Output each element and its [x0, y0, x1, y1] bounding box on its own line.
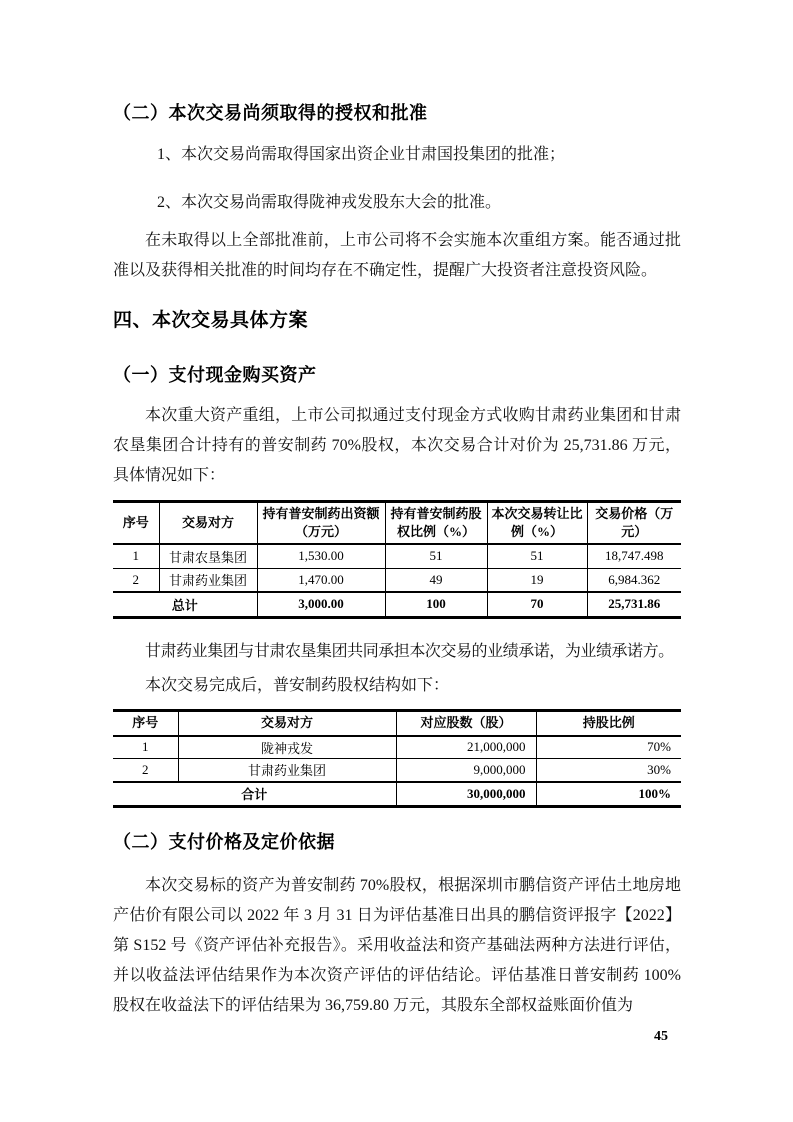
- table-header-row: [113, 711, 681, 736]
- list-item-approval-2: 2、本次交易尚需取得陇神戎发股东大会的批准。: [157, 194, 502, 211]
- table-row: [113, 736, 681, 759]
- paragraph-equity-structure-intro: 本次交易完成后，普安制药股权结构如下：: [145, 677, 450, 694]
- table-cell: 1,470.00: [257, 568, 385, 592]
- paragraph-performance-promise: 甘肃药业集团与甘肃农垦集团共同承担本次交易的业绩承诺，为业绩承诺方。: [145, 643, 674, 660]
- table-cell: 19: [487, 568, 587, 592]
- table-cell: 25,731.86: [608, 596, 661, 612]
- table-header-cell: 交易对方: [178, 711, 396, 736]
- list-item-approval-1: 1、本次交易尚需取得国家出资企业甘肃国投集团的批准；: [157, 146, 566, 163]
- equity-table-wrapper: [113, 709, 681, 808]
- table-row: [113, 568, 681, 592]
- heading-authorization: （二）本次交易尚须取得的授权和批准: [113, 103, 428, 123]
- table-cell: 18,747.498: [605, 548, 664, 564]
- table-header-cell: 交易价格（万元）: [595, 506, 674, 539]
- table-cell: 1: [113, 544, 159, 568]
- table-header-cell: 持股比例: [582, 715, 635, 731]
- table-cell: 9,000,000: [396, 759, 536, 782]
- table-cell: 100%: [638, 785, 671, 801]
- table-total-label: 合计: [113, 782, 396, 807]
- purchase-price-table: [113, 500, 681, 619]
- table-cell: 3,000.00: [257, 592, 385, 617]
- equity-structure-table: [113, 709, 681, 808]
- table-cell: 30,000,000: [396, 782, 536, 807]
- table-header-cell: 持有普安制药出资额（万元）: [257, 502, 385, 545]
- paragraph-pricing-basis: 本次交易标的资产为普安制药 70%股权，根据深圳市鹏信资产评估土地房地产估价有限公司以 2022 年 3 月 31 日为评估基准日出具的鹏信资评报字【2022】第 S152 号《资产评估补充报告》。采用收益法和资产基础法两种方法进行评估，并以收益法评估结果作为本次资产评估的评估结论。评估基准日普安制药 100%股权在收益法下的评估结果为 36,759.80 万元，其股东全部权益账面价值为: [113, 877, 681, 1014]
- table-cell: 甘肃药业集团: [159, 568, 257, 592]
- table-total-row: [113, 782, 681, 807]
- table-cell: 1,530.00: [257, 544, 385, 568]
- table-total-row: [113, 592, 681, 617]
- table-header-row: [113, 502, 681, 545]
- heading-transaction-plan: 四、本次交易具体方案: [113, 310, 309, 331]
- table-cell: 51: [487, 544, 587, 568]
- table-cell: 51: [385, 544, 487, 568]
- table-cell: 21,000,000: [396, 736, 536, 759]
- table-header-cell: 序号: [113, 502, 159, 545]
- table-cell: 2: [113, 759, 178, 782]
- table-cell: 49: [385, 568, 487, 592]
- table-cell: 甘肃农垦集团: [159, 544, 257, 568]
- table-total-label: 总计: [113, 592, 257, 617]
- heading-pricing-basis: （二）支付价格及定价依据: [113, 832, 335, 852]
- table-header-cell: 对应股数（股）: [396, 711, 536, 736]
- purchase-table-wrapper: [113, 500, 681, 619]
- table-row: [113, 544, 681, 568]
- table-row: [113, 759, 681, 782]
- table-cell: 70%: [647, 739, 671, 755]
- table-cell: 6,984.362: [608, 571, 661, 587]
- paragraph-risk-warning: 在未取得以上全部批准前，上市公司将不会实施本次重组方案。能否通过批准以及获得相关批准的时间均存在不确定性，提醒广大投资者注意投资风险。: [113, 232, 681, 279]
- table-cell: 30%: [647, 761, 671, 777]
- table-cell: 陇神戎发: [178, 736, 396, 759]
- table-header-cell: 序号: [113, 711, 178, 736]
- table-header-cell: 本次交易转让比例（%）: [487, 502, 587, 545]
- heading-cash-purchase: （一）支付现金购买资产: [113, 365, 317, 385]
- table-cell: 100: [385, 592, 487, 617]
- table-cell: 2: [113, 568, 159, 592]
- table-header-cell: 交易对方: [159, 502, 257, 545]
- table-cell: 70: [487, 592, 587, 617]
- table-header-cell: 持有普安制药股权比例（%）: [385, 502, 487, 545]
- table-cell: 甘肃药业集团: [178, 759, 396, 782]
- paragraph-cash-purchase: 本次重大资产重组，上市公司拟通过支付现金方式收购甘肃药业集团和甘肃农垦集团合计持有的普安制药 70%股权，本次交易合计对价为 25,731.86 万元，具体情况如下：: [113, 407, 681, 484]
- page-number: 45: [654, 1029, 668, 1044]
- table-cell: 1: [113, 736, 178, 759]
